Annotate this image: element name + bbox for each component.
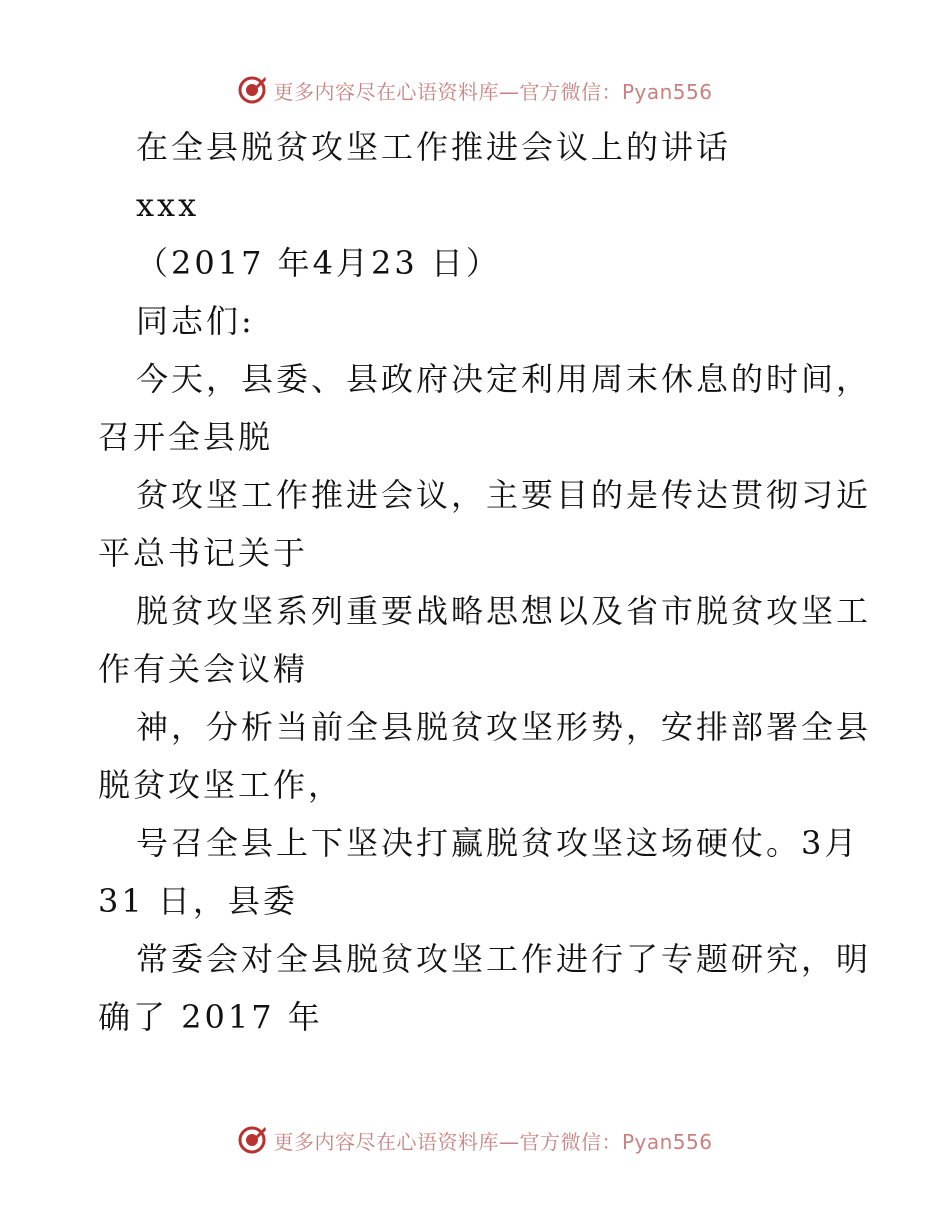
footer-watermark-banner	[0, 1120, 950, 1160]
paragraph-line: 确了 2017 年	[98, 998, 323, 1036]
speaker-name: xxx	[136, 186, 200, 224]
paragraph-line: 召开全县脱	[98, 418, 274, 456]
salutation: 同志们:	[136, 302, 255, 340]
pen-logo-icon	[237, 75, 267, 105]
paragraph-line: 平总书记关于	[98, 534, 309, 572]
paragraph-line: 神，分析当前全县脱贫攻坚形势，安排部署全县	[136, 708, 872, 746]
paragraph-line: 脱贫攻坚系列重要战略思想以及省市脱贫攻坚工	[136, 592, 872, 630]
header-watermark-text: 更多内容尽在心语资料库—官方微信：Pyan556	[273, 79, 713, 104]
paragraph-line: 今天，县委、县政府决定利用周末休息的时间，	[136, 360, 872, 398]
paragraph-line: 脱贫攻坚工作，	[98, 766, 344, 804]
header-watermark-banner	[0, 70, 950, 110]
paragraph-line: 贫攻坚工作推进会议，主要目的是传达贯彻习近	[136, 476, 872, 514]
speech-title: 在全县脱贫攻坚工作推进会议上的讲话	[136, 128, 732, 166]
paragraph-line: 常委会对全县脱贫攻坚工作进行了专题研究，明	[136, 940, 872, 978]
footer-watermark-text: 更多内容尽在心语资料库—官方微信：Pyan556	[273, 1129, 713, 1154]
document-body	[98, 118, 872, 1046]
paragraph-line: 作有关会议精	[98, 650, 309, 688]
paragraph-line: 号召全县上下坚决打赢脱贫攻坚这场硬仗。3月	[136, 824, 860, 862]
paragraph-line: 31 日，县委	[98, 882, 298, 920]
pen-logo-icon	[237, 1125, 267, 1155]
speech-date: （2017 年4月23 日）	[136, 244, 501, 282]
